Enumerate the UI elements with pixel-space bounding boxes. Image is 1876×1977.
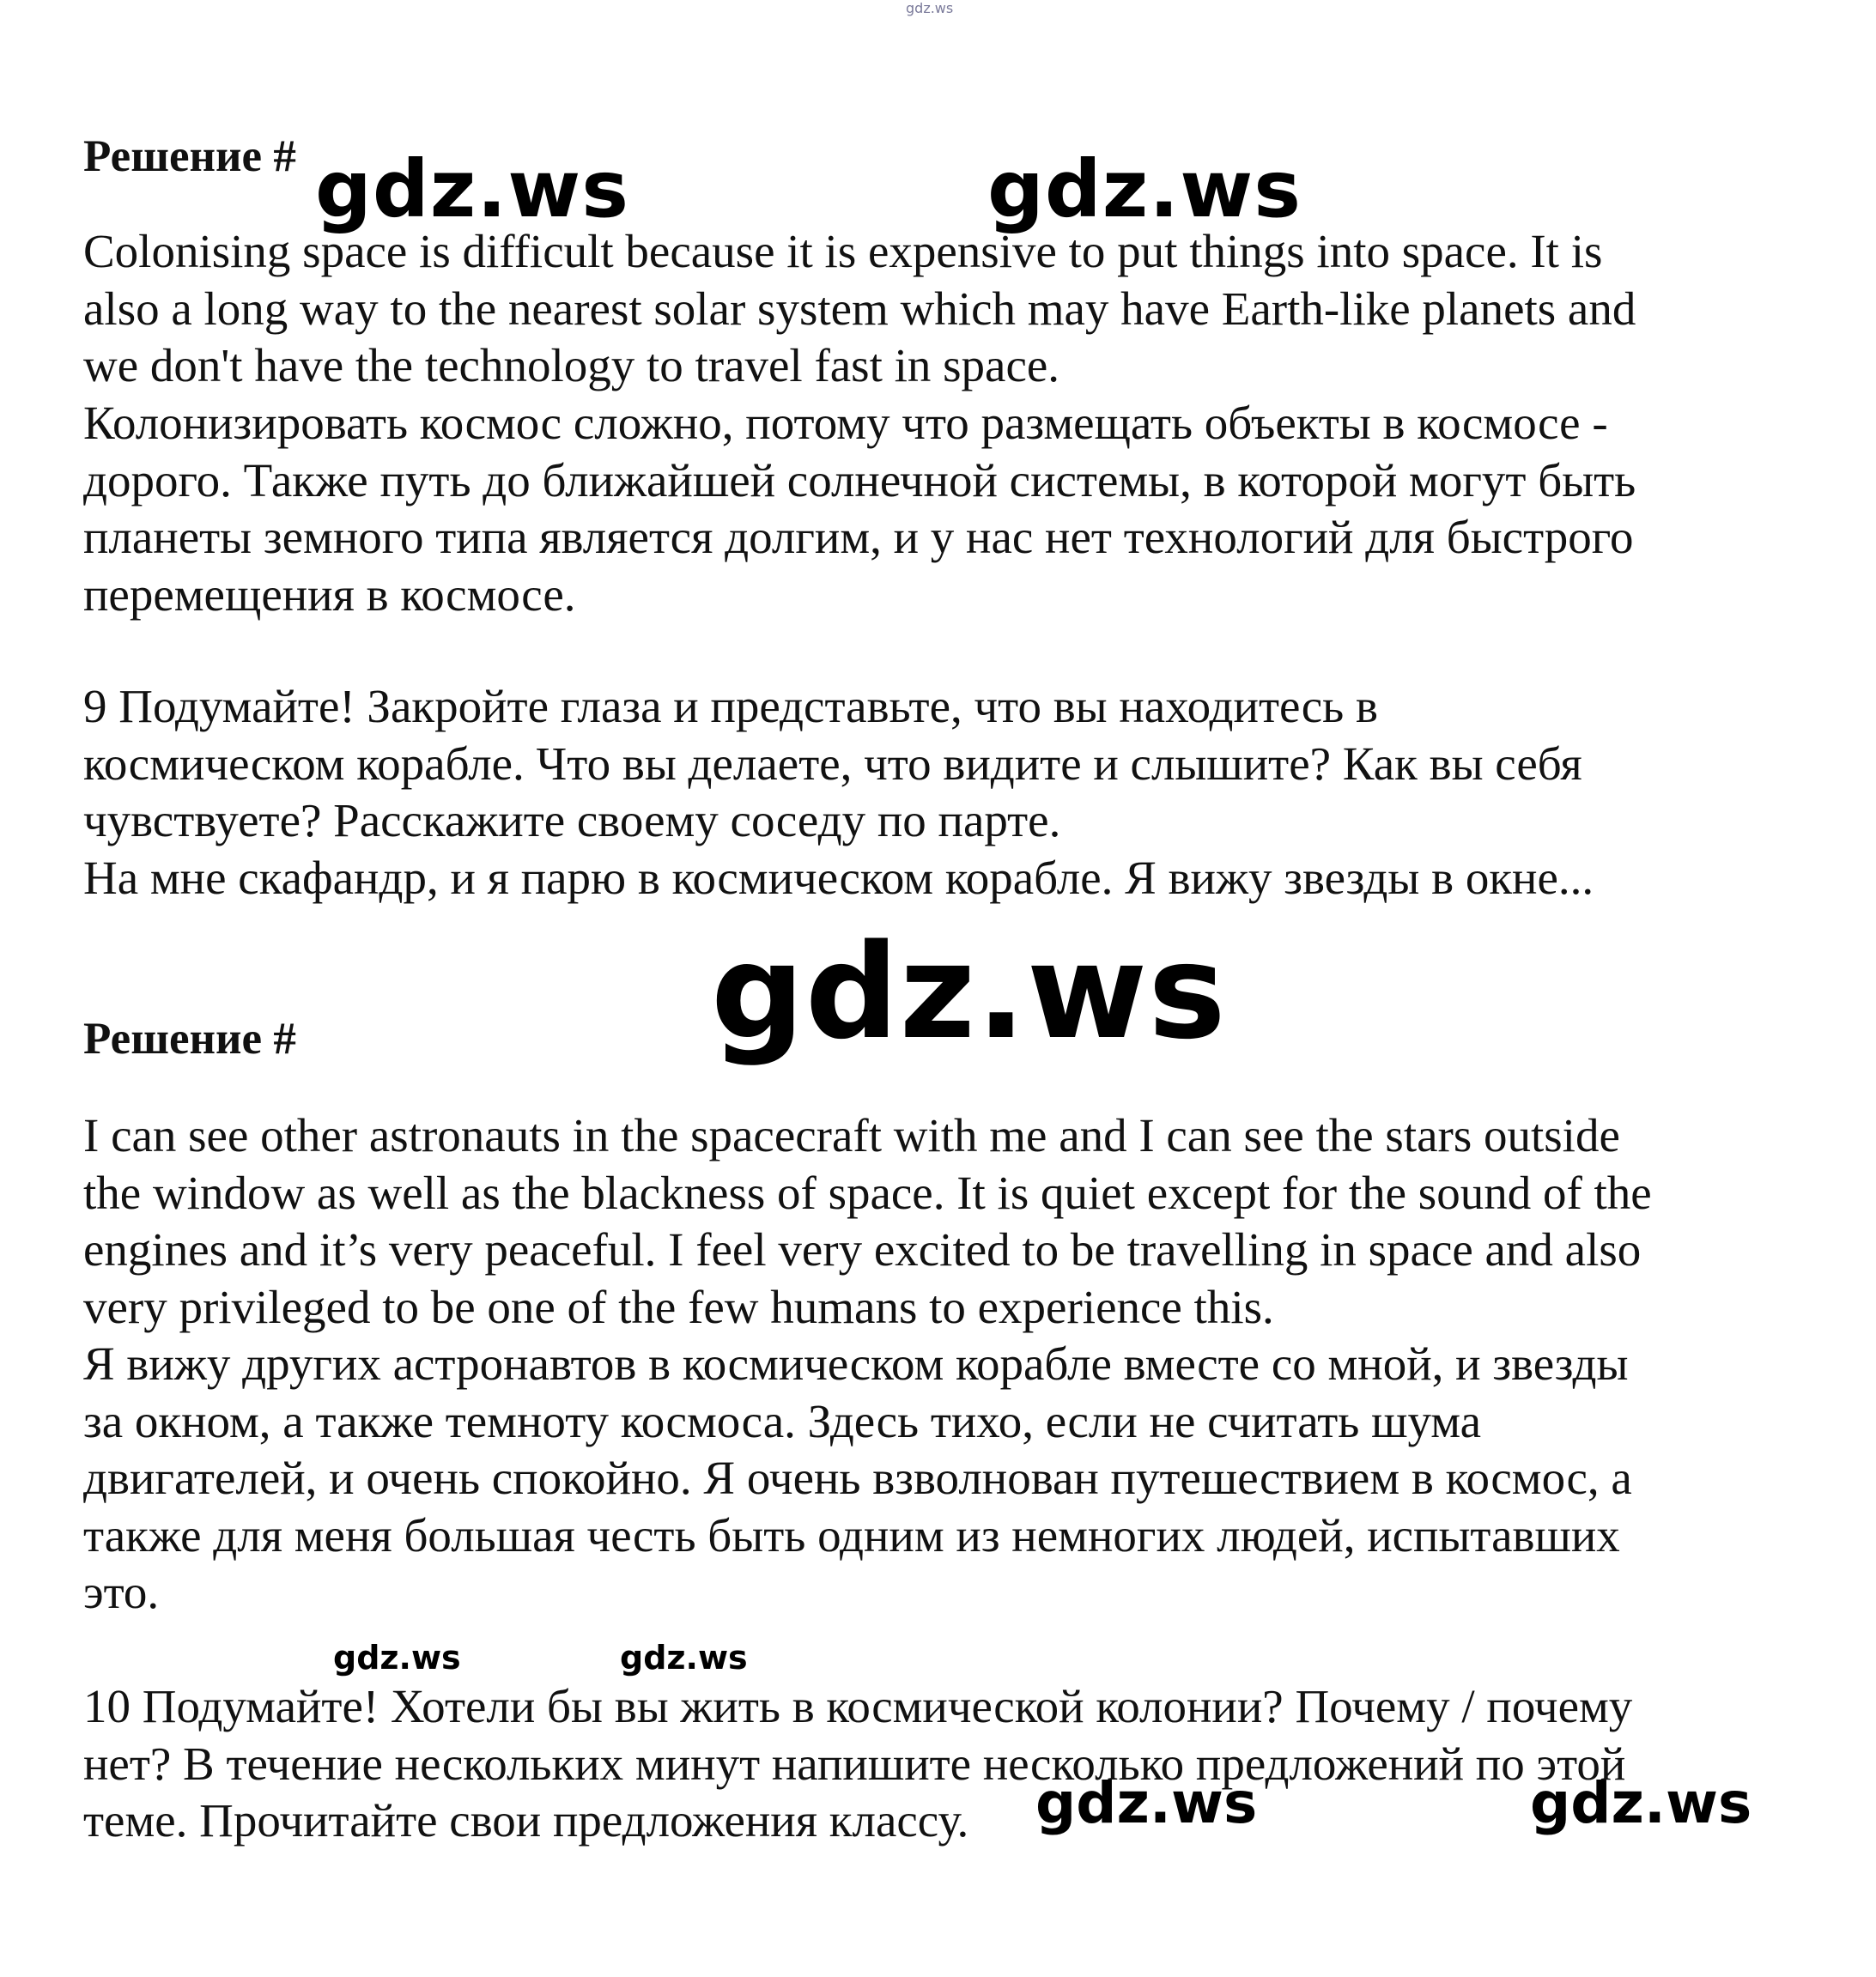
solution-1-english <box>83 223 1800 395</box>
solution-heading-2: Решение # <box>83 1014 296 1064</box>
paragraph-line: I can see other astronauts in the spacecraft with me and I can see the stars outside <box>83 1109 1620 1161</box>
paragraph-line: перемещения в космосе. <box>83 567 576 621</box>
paragraph-line: теме. Прочитайте свои предложения классу. <box>83 1794 969 1847</box>
watermark-bottom-right: gdz.ws <box>1530 1770 1752 1836</box>
watermark-center-large: gdz.ws <box>711 916 1227 1068</box>
paragraph-line: планеты земного типа является долгим, и у нас нет технологий для быстрого <box>83 511 1634 563</box>
solution-2-russian <box>83 1336 1800 1622</box>
paragraph-line: космическом корабле. Что вы делаете, что видите и слышите? Как вы себя <box>83 737 1582 790</box>
paragraph-line: На мне скафандр, и я парю в космическом корабле. Я вижу звезды в окне... <box>83 851 1594 904</box>
paragraph-line: чувствуете? Расскажите своему соседу по парте. <box>83 794 1061 846</box>
paragraph-line: 10 Подумайте! Хотели бы вы жить в космической колонии? Почему / почему <box>83 1680 1633 1732</box>
watermark-top-right: gdz.ws <box>987 143 1302 235</box>
watermark-small-right: gdz.ws <box>620 1639 748 1677</box>
paragraph-line: также для меня большая честь быть одним из немногих людей, испытавших <box>83 1508 1620 1562</box>
paragraph-line: дорого. Также путь до ближайшей солнечной системы, в которой могут быть <box>83 453 1636 506</box>
paragraph-line: also a long way to the nearest solar system which may have Earth-like planets and <box>83 282 1636 335</box>
solution-2-english <box>83 1107 1800 1336</box>
paragraph-line: very privileged to be one of the few humans to experience this. <box>83 1280 1274 1333</box>
paragraph-line: we don't have the technology to travel fast in space. <box>83 339 1060 391</box>
solution-heading-1: Решение # <box>83 131 296 181</box>
watermark-top-left: gdz.ws <box>315 143 629 235</box>
paragraph-line: за окном, а также темноту космоса. Здесь тихо, если не считать шума <box>83 1394 1482 1447</box>
watermark-bottom-middle: gdz.ws <box>1035 1770 1258 1836</box>
paragraph-line: the window as well as the blackness of space. It is quiet except for the sound of the <box>83 1166 1652 1219</box>
watermark-top-tiny: gdz.ws <box>906 0 954 16</box>
paragraph-line: Colonising space is difficult because it is expensive to put things into space. It is <box>83 225 1603 277</box>
task-9 <box>83 678 1800 907</box>
paragraph-line: 9 Подумайте! Закройте глаза и представьте, что вы находитесь в <box>83 680 1378 732</box>
paragraph-line: нет? В течение нескольких минут напишите несколько предложений по этой <box>83 1737 1626 1790</box>
solution-1-russian <box>83 395 1800 623</box>
paragraph-line: Я вижу других астронавтов в космическом корабле вместе со мной, и звезды <box>83 1337 1629 1390</box>
paragraph-line: это. <box>83 1566 160 1618</box>
paragraph-line: engines and it’s very peaceful. I feel very excited to be travelling in space and also <box>83 1223 1642 1276</box>
watermark-small-left: gdz.ws <box>333 1639 461 1677</box>
paragraph-line: двигателей, и очень спокойно. Я очень взволнован путешествием в космос, а <box>83 1452 1632 1504</box>
paragraph-line: Колонизировать космос сложно, потому что размещать объекты в космосе - <box>83 397 1608 449</box>
task-10 <box>83 1678 1800 1850</box>
